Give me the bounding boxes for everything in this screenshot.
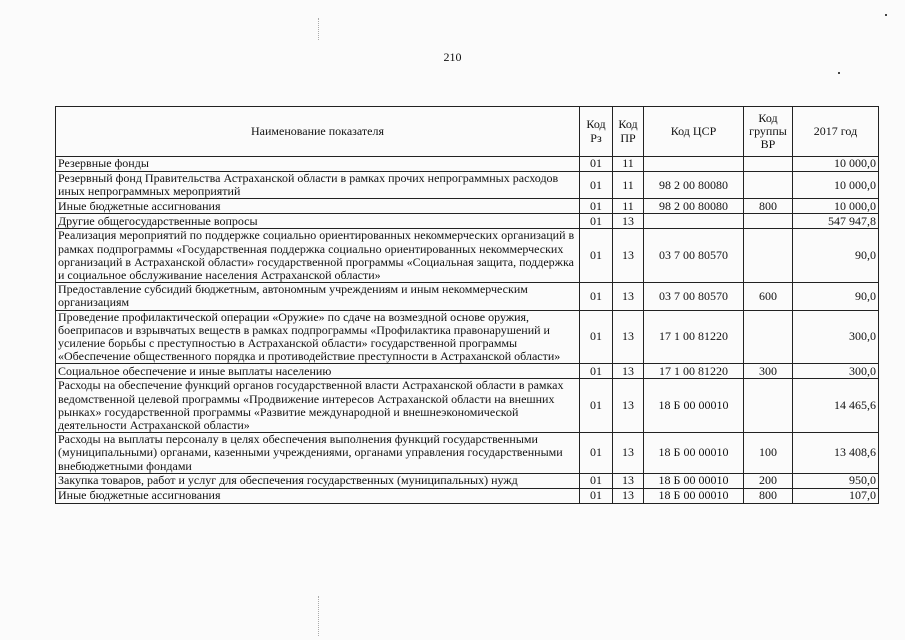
cell-amount: 90,0: [793, 283, 879, 310]
cell-csr: 98 2 00 80080: [644, 199, 744, 214]
header-pr: Код ПР: [613, 107, 644, 157]
cell-name: Расходы на выплаты персоналу в целях обеспечения выполнения функций государственными (муниципальными) органами, казенными учреждениями, органами управления государственными внебюджетными фондами: [56, 433, 580, 474]
table-row: [56, 364, 879, 379]
header-rz: Код Рз: [580, 107, 613, 157]
cell-rz: 01: [580, 283, 613, 310]
cell-vr: 600: [744, 283, 793, 310]
table-row: [56, 199, 879, 214]
cell-csr: 03 7 00 80570: [644, 229, 744, 283]
scan-artifact: [318, 18, 319, 40]
cell-name: Резервные фонды: [56, 157, 580, 172]
cell-amount: 14 465,6: [793, 379, 879, 433]
cell-name: Социальное обеспечение и иные выплаты населению: [56, 364, 580, 379]
cell-vr: [744, 214, 793, 229]
cell-rz: 01: [580, 433, 613, 474]
cell-pr: 13: [613, 310, 644, 364]
table-row: [56, 172, 879, 199]
scan-artifact: [838, 72, 840, 74]
cell-rz: 01: [580, 229, 613, 283]
header-vr: Код группы ВР: [744, 107, 793, 157]
cell-vr: 800: [744, 199, 793, 214]
cell-rz: 01: [580, 157, 613, 172]
cell-pr: 11: [613, 157, 644, 172]
cell-pr: 13: [613, 488, 644, 503]
table-header-row: [56, 107, 879, 157]
cell-name: Расходы на обеспечение функций органов государственной власти Астраханской области в рамках ведомственной целевой программы «Продвижение интересов Астраханской области на внешних рынках» государственной программы «Развитие международной и внешнеэкономической деятельности Астраханской области»: [56, 379, 580, 433]
table-row: [56, 473, 879, 488]
cell-csr: 18 Б 00 00010: [644, 433, 744, 474]
cell-rz: 01: [580, 364, 613, 379]
cell-vr: [744, 172, 793, 199]
cell-amount: 10 000,0: [793, 172, 879, 199]
table-row: [56, 433, 879, 474]
cell-name: Иные бюджетные ассигнования: [56, 199, 580, 214]
cell-vr: [744, 379, 793, 433]
cell-vr: [744, 229, 793, 283]
cell-amount: 547 947,8: [793, 214, 879, 229]
table-row: [56, 310, 879, 364]
table-row: [56, 157, 879, 172]
cell-name: Проведение профилактической операции «Оружие» по сдаче на возмездной основе оружия, боеприпасов и взрывчатых веществ в рамках подпрограммы «Профилактика правонарушений и усиление борьбы с преступностью в Астраханской области» государственной программы «Обеспечение общественного порядка и противодействие преступности в Астраханской области»: [56, 310, 580, 364]
cell-name: Иные бюджетные ассигнования: [56, 488, 580, 503]
cell-rz: 01: [580, 172, 613, 199]
cell-amount: 90,0: [793, 229, 879, 283]
cell-vr: 800: [744, 488, 793, 503]
cell-csr: 17 1 00 81220: [644, 310, 744, 364]
cell-rz: 01: [580, 379, 613, 433]
cell-csr: 18 Б 00 00010: [644, 473, 744, 488]
cell-vr: 200: [744, 473, 793, 488]
cell-pr: 13: [613, 214, 644, 229]
table-row: [56, 229, 879, 283]
cell-amount: 10 000,0: [793, 157, 879, 172]
table-row: [56, 488, 879, 503]
table-row: [56, 283, 879, 310]
cell-name: Другие общегосударственные вопросы: [56, 214, 580, 229]
cell-amount: 950,0: [793, 473, 879, 488]
cell-vr: 100: [744, 433, 793, 474]
cell-csr: 98 2 00 80080: [644, 172, 744, 199]
cell-pr: 11: [613, 199, 644, 214]
header-year: 2017 год: [793, 107, 879, 157]
table-row: [56, 214, 879, 229]
cell-pr: 13: [613, 229, 644, 283]
cell-pr: 13: [613, 379, 644, 433]
cell-pr: 13: [613, 473, 644, 488]
cell-vr: [744, 310, 793, 364]
cell-csr: [644, 157, 744, 172]
cell-csr: [644, 214, 744, 229]
cell-amount: 13 408,6: [793, 433, 879, 474]
cell-csr: 17 1 00 81220: [644, 364, 744, 379]
cell-amount: 10 000,0: [793, 199, 879, 214]
cell-name: Резервный фонд Правительства Астраханской области в рамках прочих непрограммных расходов иных непрограммных мероприятий: [56, 172, 580, 199]
cell-rz: 01: [580, 473, 613, 488]
cell-csr: 18 Б 00 00010: [644, 379, 744, 433]
header-csr: Код ЦСР: [644, 107, 744, 157]
cell-pr: 11: [613, 172, 644, 199]
cell-pr: 13: [613, 433, 644, 474]
cell-rz: 01: [580, 310, 613, 364]
table-row: [56, 379, 879, 433]
cell-csr: 03 7 00 80570: [644, 283, 744, 310]
cell-name: Закупка товаров, работ и услуг для обеспечения государственных (муниципальных) нужд: [56, 473, 580, 488]
cell-amount: 107,0: [793, 488, 879, 503]
cell-pr: 13: [613, 364, 644, 379]
cell-csr: 18 Б 00 00010: [644, 488, 744, 503]
scan-artifact: [885, 14, 887, 16]
page-number: 210: [443, 50, 462, 64]
cell-rz: 01: [580, 214, 613, 229]
scan-artifact: [318, 596, 319, 636]
cell-amount: 300,0: [793, 364, 879, 379]
cell-name: Предоставление субсидий бюджетным, автономным учреждениям и иным некоммерческим организациям: [56, 283, 580, 310]
cell-rz: 01: [580, 488, 613, 503]
header-name: Наименование показателя: [56, 107, 580, 157]
cell-amount: 300,0: [793, 310, 879, 364]
cell-vr: [744, 157, 793, 172]
cell-rz: 01: [580, 199, 613, 214]
cell-name: Реализация мероприятий по поддержке социально ориентированных некоммерческих организаций в рамках подпрограммы «Государственная поддержка социально ориентированных некоммерческих организаций в Астраханской области» государственной программы «Социальная защита, поддержка и социальное обслуживание населения Астраханской области»: [56, 229, 580, 283]
cell-vr: 300: [744, 364, 793, 379]
budget-table: [55, 106, 879, 504]
cell-pr: 13: [613, 283, 644, 310]
